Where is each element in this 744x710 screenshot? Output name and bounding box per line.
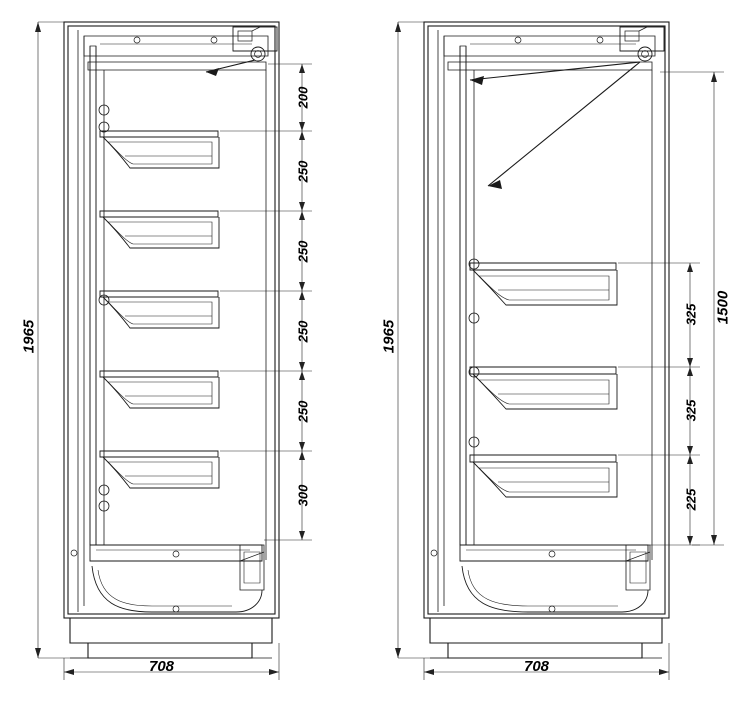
right-gap-1-label: 325 — [683, 303, 699, 326]
right-overall-height-label: 1965 — [380, 319, 398, 354]
right-shelf-3 — [470, 455, 617, 497]
left-gap-4-label: 250 — [295, 320, 311, 343]
left-shelf-1 — [100, 131, 219, 168]
right-shelf-2 — [470, 367, 617, 409]
left-gap-2-label: 250 — [295, 160, 311, 183]
right-shelf-1 — [470, 263, 617, 305]
right-cabinet-view — [424, 22, 669, 658]
right-gap-2-label: 325 — [683, 399, 699, 422]
right-span-label: 1500 — [714, 290, 732, 325]
left-shelf-4 — [100, 371, 219, 408]
left-shelf-3 — [100, 291, 219, 328]
right-width-label: 708 — [524, 658, 550, 675]
left-overall-height-label: 1965 — [20, 319, 38, 354]
left-width-label: 708 — [149, 658, 175, 675]
left-gap-3-label: 250 — [295, 240, 311, 263]
left-gap-1-label: 200 — [295, 86, 311, 109]
left-gap-6-label: 300 — [295, 484, 311, 507]
right-gap-3-label: 225 — [683, 488, 699, 511]
left-cabinet-view — [64, 22, 279, 658]
left-shelf-2 — [100, 211, 219, 248]
left-gap-5-label: 250 — [295, 400, 311, 423]
left-shelf-5 — [100, 451, 219, 488]
